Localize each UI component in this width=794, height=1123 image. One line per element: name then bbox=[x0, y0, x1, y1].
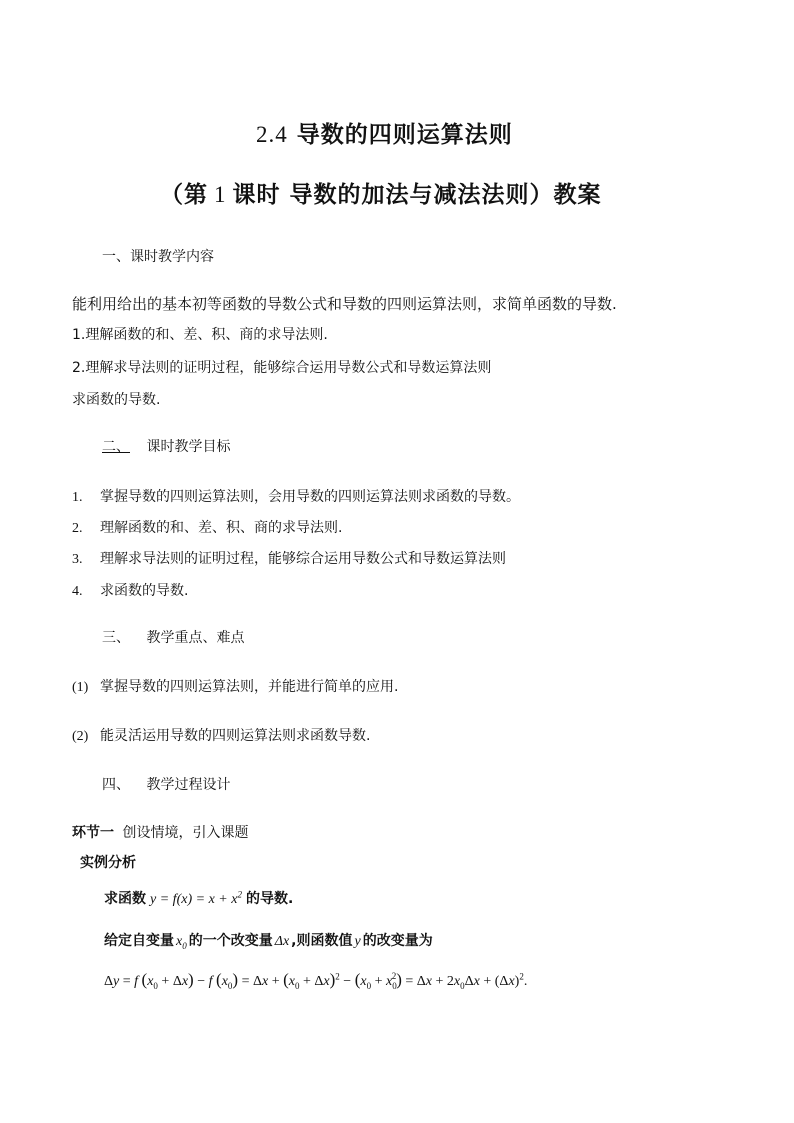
section1-paragraph: 能利用给出的基本初等函数的导数公式和导数的四则运算法则，求简单函数的导数. bbox=[72, 295, 617, 313]
list-item bbox=[72, 517, 342, 537]
stage1-title: 创设情境，引入课题 bbox=[122, 825, 249, 841]
section3-heading-number: 三、 bbox=[102, 630, 130, 646]
title-subtitle-text: 课时 导数的加法与减法法则）教案 bbox=[232, 182, 602, 208]
list-item-number: 1. bbox=[72, 490, 83, 505]
section1-item-1: 1.理解函数的和、差、积、商的求导法则. bbox=[72, 327, 328, 343]
section2-heading-text: 课时教学目标 bbox=[146, 439, 231, 455]
list-item-number: 2. bbox=[72, 521, 83, 536]
page-title-line1 bbox=[256, 116, 513, 149]
section1-item-2: 2.理解求导法则的证明过程，能够综合运用导数公式和导数运算法则 bbox=[72, 360, 492, 376]
delta-y-formula: Δy = f $(x_0 + \Delta x) - f$ $(x_0) = \Delta x + (x_0 + \Delta x)^2 - (x_0 + x_0^2) = \Delta x + 2x_0\Delta x + (\Delta x)^2$. bbox=[104, 970, 528, 991]
task-prefix: 求函数 bbox=[104, 891, 146, 907]
task-suffix: 的导数. bbox=[245, 891, 294, 907]
title-main-text: 导数的四则运算法则 bbox=[296, 122, 513, 148]
section2-heading-number: 二、 bbox=[102, 439, 130, 455]
list-item-number: 3. bbox=[72, 552, 83, 567]
stage1-heading bbox=[72, 822, 248, 842]
list-item bbox=[72, 486, 520, 506]
given-part-d: 的改变量为 bbox=[362, 933, 433, 949]
title-subtitle-open: （第 bbox=[160, 182, 208, 208]
list-item-text: 求函数的导数. bbox=[100, 583, 189, 599]
list-item-number: (1) bbox=[72, 680, 89, 695]
variable-delta-x: Δx bbox=[274, 934, 290, 949]
title-section-number: 2.4 bbox=[256, 122, 288, 147]
section4-heading bbox=[102, 774, 230, 794]
given-part-a: 给定自变量 bbox=[104, 933, 174, 949]
list-item-text: 掌握导数的四则运算法则，会用导数的四则运算法则求函数的导数。 bbox=[100, 489, 520, 505]
task-statement bbox=[104, 888, 293, 908]
given-part-c: ,则函数值 bbox=[291, 933, 353, 949]
section1-heading: 一、课时教学内容 bbox=[102, 249, 214, 265]
section1-item-2-continued: 求函数的导数. bbox=[72, 392, 161, 408]
stage1-label: 环节一 bbox=[72, 825, 114, 841]
list-item bbox=[72, 580, 188, 600]
list-item-text: 能灵活运用导数的四则运算法则求函数导数. bbox=[100, 728, 371, 744]
section4-heading-number: 四、 bbox=[102, 777, 130, 793]
list-item bbox=[72, 548, 506, 568]
section4-heading-text: 教学过程设计 bbox=[146, 777, 231, 793]
variable-y: y bbox=[354, 934, 361, 949]
section3-item-2 bbox=[72, 725, 370, 745]
given-statement bbox=[104, 930, 433, 951]
example-heading: 实例分析 bbox=[80, 855, 136, 871]
section3-heading bbox=[102, 627, 244, 647]
list-item-number: 4. bbox=[72, 584, 83, 599]
list-item-number: (2) bbox=[72, 729, 89, 744]
title-lesson-number: 1 bbox=[214, 182, 227, 207]
page-title-line2 bbox=[160, 176, 602, 209]
task-function-formula: $y = f(x) = x + x^2$ bbox=[150, 889, 242, 907]
section3-heading-text: 教学重点、难点 bbox=[146, 630, 245, 646]
given-part-b: 的一个改变量 bbox=[188, 933, 273, 949]
section2-heading bbox=[102, 436, 230, 456]
list-item-text: 理解求导法则的证明过程，能够综合运用导数公式和导数运算法则 bbox=[100, 551, 506, 567]
list-item-text: 理解函数的和、差、积、商的求导法则. bbox=[100, 520, 343, 536]
list-item-text: 掌握导数的四则运算法则，并能进行简单的应用. bbox=[100, 679, 399, 695]
variable-x0: $x_0$ bbox=[176, 934, 187, 951]
section3-item-1 bbox=[72, 676, 398, 696]
